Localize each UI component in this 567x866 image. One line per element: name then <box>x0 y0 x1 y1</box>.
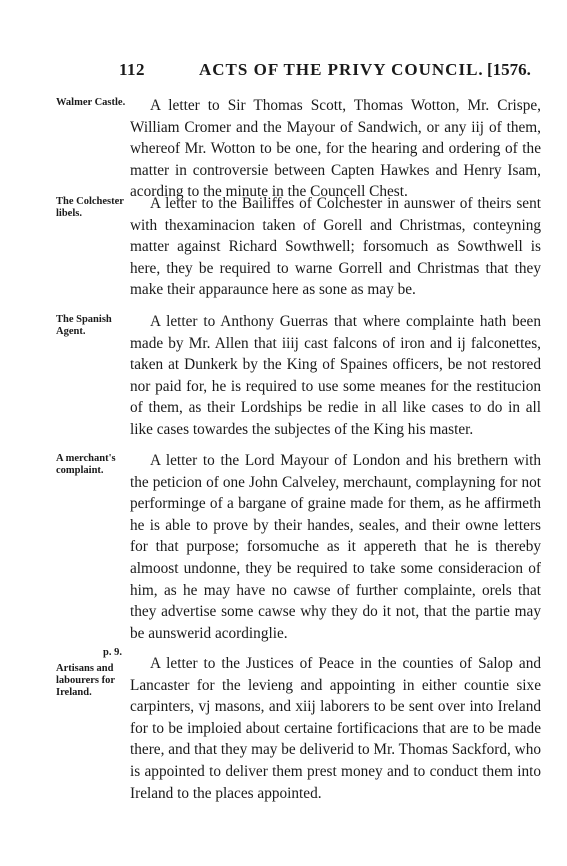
running-header <box>0 60 567 84</box>
side-note: A merchant's complaint. <box>56 453 116 476</box>
side-note: Artisans and labourers for Ireland. <box>56 663 115 698</box>
side-note: The Spanish Agent. <box>56 314 112 337</box>
entry-text: A letter to Sir Thomas Scott, Thomas Wotton, Mr. Crispe, William Cromer and the Mayour of Sandwich, or any iij of them, whereof Mr. Wotton to be one, for the hearing and ordering of the matter in controversie between Capten Hawkes and Henry Isam, acording to the minute in the Councell Chest. <box>130 97 541 201</box>
page-reference: p. 9. <box>103 647 122 658</box>
side-note: Walmer Castle. <box>56 97 126 108</box>
entry-text: A letter to the Bailiffes of Colchester in aunswer of theirs sent with thexaminacion taken of Gorell and Christmas, conteyning matter against Richard Sowthwell; forsomuch as Sowthwell is here, they be required to warne Gorrell and Christmas that they make their apparaunce here as sone as may be. <box>130 195 541 299</box>
side-note: The Colchester libels. <box>56 196 124 219</box>
entry-text: A letter to the Justices of Peace in the counties of Salop and Lancaster for the levieng and appointing in either countie sixe carpinters, vj masons, and xiij laborers to be sent over into Ireland for to be imploied about certaine fortificacions that are to be made there, and that they may be deliverid to Mr. Thomas Sackford, who is appointed to deliver them prest money and to conduct them into Ireland to the places appointed. <box>130 655 541 802</box>
page-number: 112 <box>119 60 146 79</box>
year-marker: [1576. <box>487 60 531 79</box>
entry-text: A letter to the Lord Mayour of London and his brethern with the peticion of one John Calveley, merchaunt, complayning for not performinge of a bargane of graine made for them, as he affirmeth he is able to prove by their handes, seales, and their owne letters for that purpose; forsomuche as it appereth that he is thereby almoost undonne, they be required to take some consideracion of him, as he may have no cawse of further complainte, orels that they advertise some cawse why they do it not, that the partie may be aunswerid acordinglie. <box>130 452 541 642</box>
running-title: ACTS OF THE PRIVY COUNCIL. <box>199 60 484 79</box>
entry-text: A letter to Anthony Guerras that where complainte hath been made by Mr. Allen that iiij cast falcons of iron and ij falconettes, taken at Dunkerk by the King of Spaines officers, be not restored nor paid for, he is required to use some meanes for the restitucion of them, as their Lordships be redie in all like cases to do in all like cases towardes the subjectes of the King his master. <box>130 313 541 438</box>
